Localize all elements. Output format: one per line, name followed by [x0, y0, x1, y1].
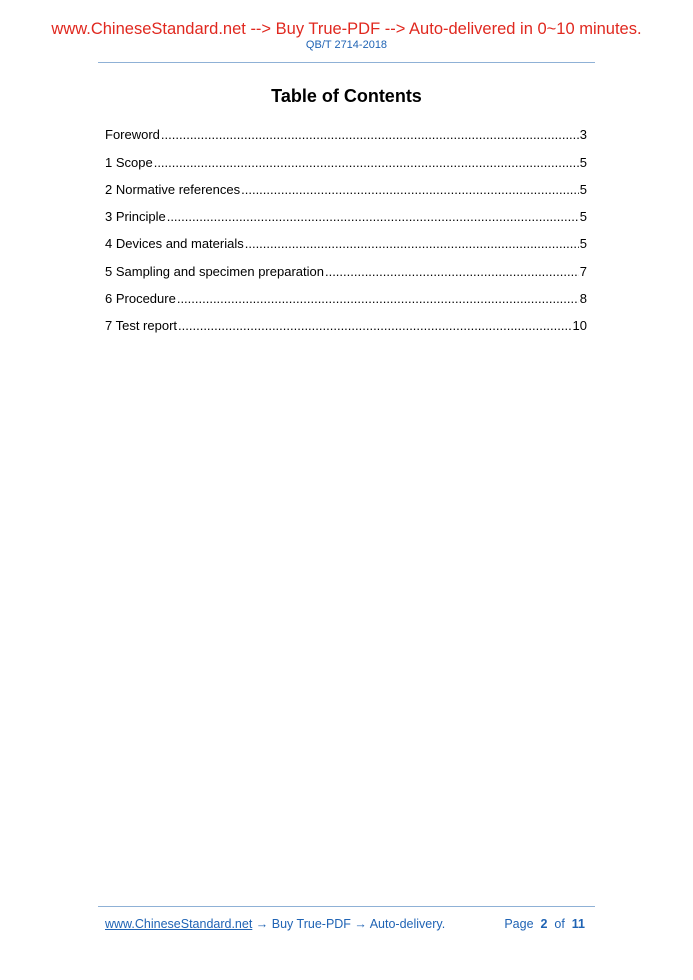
current-page-number: 2 — [540, 917, 548, 931]
toc-entry-page: 5 — [579, 154, 587, 170]
header-divider — [98, 62, 595, 63]
toc-entry-foreword[interactable] — [105, 116, 587, 143]
page-indicator — [504, 916, 585, 932]
of-word: of — [554, 917, 565, 931]
toc-entry-page: 3 — [579, 127, 587, 143]
total-page-count: 11 — [571, 917, 585, 931]
toc-entry-page: 10 — [572, 318, 587, 334]
toc-entry-label: 6 Procedure — [105, 291, 176, 307]
toc-entry-normative-references[interactable] — [105, 171, 587, 198]
toc-entry-label: 3 Principle — [105, 209, 166, 225]
toc-entry-page: 5 — [579, 209, 587, 225]
toc-title: Table of Contents — [271, 86, 422, 106]
toc-entry-label: Foreword — [105, 127, 160, 143]
toc-leader-dots — [167, 209, 579, 225]
toc-entry-procedure[interactable] — [105, 280, 587, 307]
toc-entry-label: 2 Normative references — [105, 181, 241, 197]
toc-entry-scope[interactable] — [105, 143, 587, 170]
toc-entry-principle[interactable] — [105, 198, 587, 225]
top-banner: www.ChineseStandard.net --> Buy True-PDF --> Auto-delivered in 0~10 minutes. — [51, 20, 642, 38]
footer-divider — [98, 906, 595, 907]
toc-entry-page: 7 — [579, 263, 587, 279]
toc-leader-dots — [178, 318, 572, 334]
toc-entry-label: 7 Test report — [105, 318, 178, 334]
footer-site-link[interactable]: www.ChineseStandard.net — [105, 917, 253, 931]
toc-leader-dots — [241, 182, 579, 198]
toc-entry-label: 1 Scope — [105, 154, 153, 170]
document-code: QB/T 2714-2018 — [305, 39, 388, 51]
toc-entry-devices-and-materials[interactable] — [105, 225, 587, 252]
toc-leader-dots — [154, 155, 579, 171]
footer-tagline: → Buy True-PDF → Auto-delivery. — [252, 917, 446, 931]
page-word: Page — [504, 917, 534, 931]
toc-entry-page: 5 — [579, 236, 587, 252]
toc-leader-dots — [325, 264, 579, 280]
footer-site-info — [105, 916, 445, 932]
toc-leader-dots — [161, 127, 579, 143]
toc-leader-dots — [245, 236, 579, 252]
toc-entry-page: 5 — [579, 181, 587, 197]
toc-entry-page: 8 — [579, 291, 587, 307]
toc-entry-label: 4 Devices and materials — [105, 236, 244, 252]
toc-leader-dots — [177, 291, 579, 307]
toc-entry-sampling[interactable] — [105, 252, 587, 279]
toc-entry-label: 5 Sampling and specimen preparation — [105, 263, 324, 279]
table-of-contents — [105, 116, 587, 334]
toc-entry-test-report[interactable] — [105, 307, 587, 334]
